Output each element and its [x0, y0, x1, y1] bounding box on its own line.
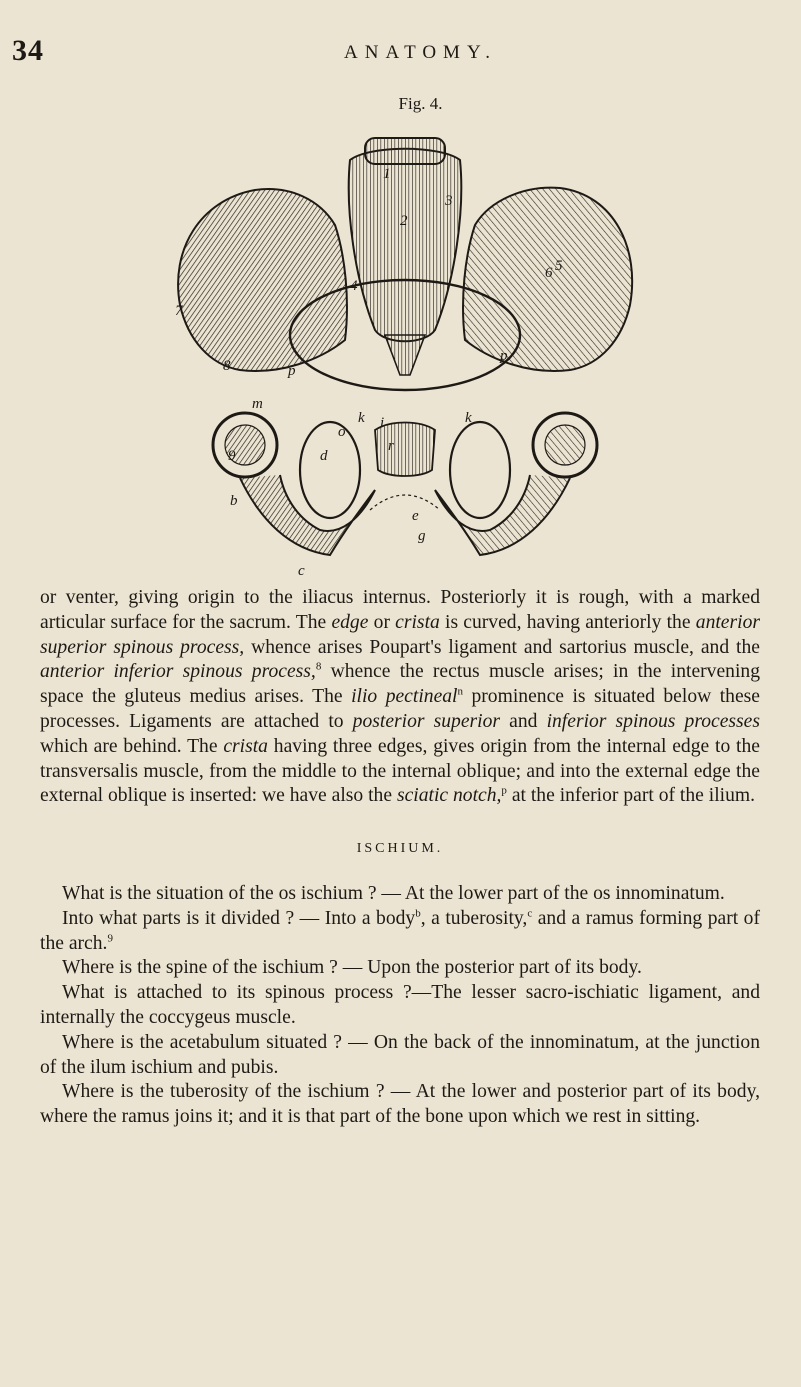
label-6: 6 — [545, 265, 553, 281]
lumbar-vertebra — [365, 138, 445, 164]
label-9: 9 — [228, 448, 236, 464]
label-p-left: p — [288, 363, 296, 379]
label-o: o — [338, 424, 346, 440]
left-ilium — [178, 189, 347, 371]
label-4: 4 — [350, 278, 358, 294]
label-3: 3 — [445, 193, 453, 209]
qa-situation: What is the situation of the os ischium ? — At the lower part of the os innominatum. — [62, 882, 725, 904]
label-7: 7 — [175, 303, 183, 319]
section-heading-ischium: ISCHIUM. — [356, 841, 444, 857]
sacrum — [349, 149, 462, 342]
pelvis-illustration — [160, 130, 650, 575]
label-c: c — [298, 563, 305, 575]
label-i: i — [380, 415, 385, 431]
label-r: r — [388, 438, 394, 454]
label-m: m — [252, 396, 263, 412]
right-obturator-foramen — [450, 422, 510, 518]
label-1: 1 — [383, 166, 391, 182]
pelvis-engraving — [160, 130, 650, 575]
label-p-right: p — [500, 348, 508, 364]
qa-spine: Where is the spine of the ischium ? — Upon the posterior part of its body. — [62, 957, 642, 979]
qa-spinous-process: What is attached to its spinous process ?—The lesser sacro-ischiatic ligament, and internally the coccygeus muscle. — [40, 982, 760, 1028]
paragraph-ilium: or venter, giving origin to the iliacus internus. Posteriorly it is rough, with a marked articular surface for the sacrum. The edge or crista is curved, having anteriorly the anterior superior spinous process, whence arises Poupart's ligament and sartorius muscle, and the anterior inferior spinous process,$^8$ whence the rectus muscle arises; in the intervening space the gluteus medius arises. The ilio pectineal$^n$ prominence is situated below these processes. Ligaments are attached to posterior superior and inferior spinous processes which are behind. The crista having three edges, gives origin from the internal edge to the transversalis muscle, from the middle to the internal oblique; and into the external edge the external oblique is inserted: we have also the sciatic notch,$^p$ at the inferior part of the ilium. — [40, 587, 761, 807]
qa-tuberosity: Where is the tuberosity of the ischium ? — At the lower and posterior part of its body, where the ramus joins it; and it is that part of the bone upon which we rest in sitting. — [40, 1081, 760, 1128]
body-text — [40, 586, 760, 1130]
running-title: ANATOMY. — [344, 42, 497, 63]
label-8: 8 — [223, 358, 231, 374]
label-k-left: k — [358, 410, 365, 426]
page-number: 34 — [12, 34, 44, 67]
label-g: g — [418, 528, 426, 544]
label-k-right: k — [465, 410, 472, 426]
label-5: 5 — [555, 258, 563, 274]
label-2: 2 — [400, 213, 408, 229]
qa-parts: Into what parts is it divided ? — Into a body$^b$, a tuberosity,$^c$ and a ramus forming part of the arch.$^9$ — [40, 907, 761, 954]
label-e: e — [412, 508, 419, 524]
label-b: b — [230, 493, 238, 509]
left-obturator-foramen — [300, 422, 360, 518]
qa-acetabulum: Where is the acetabulum situated ? — On the back of the innominatum, at the junction of the ilum ischium and pubis. — [40, 1031, 760, 1078]
label-d: d — [320, 448, 328, 464]
figure-caption: Fig. 4. — [398, 94, 443, 113]
